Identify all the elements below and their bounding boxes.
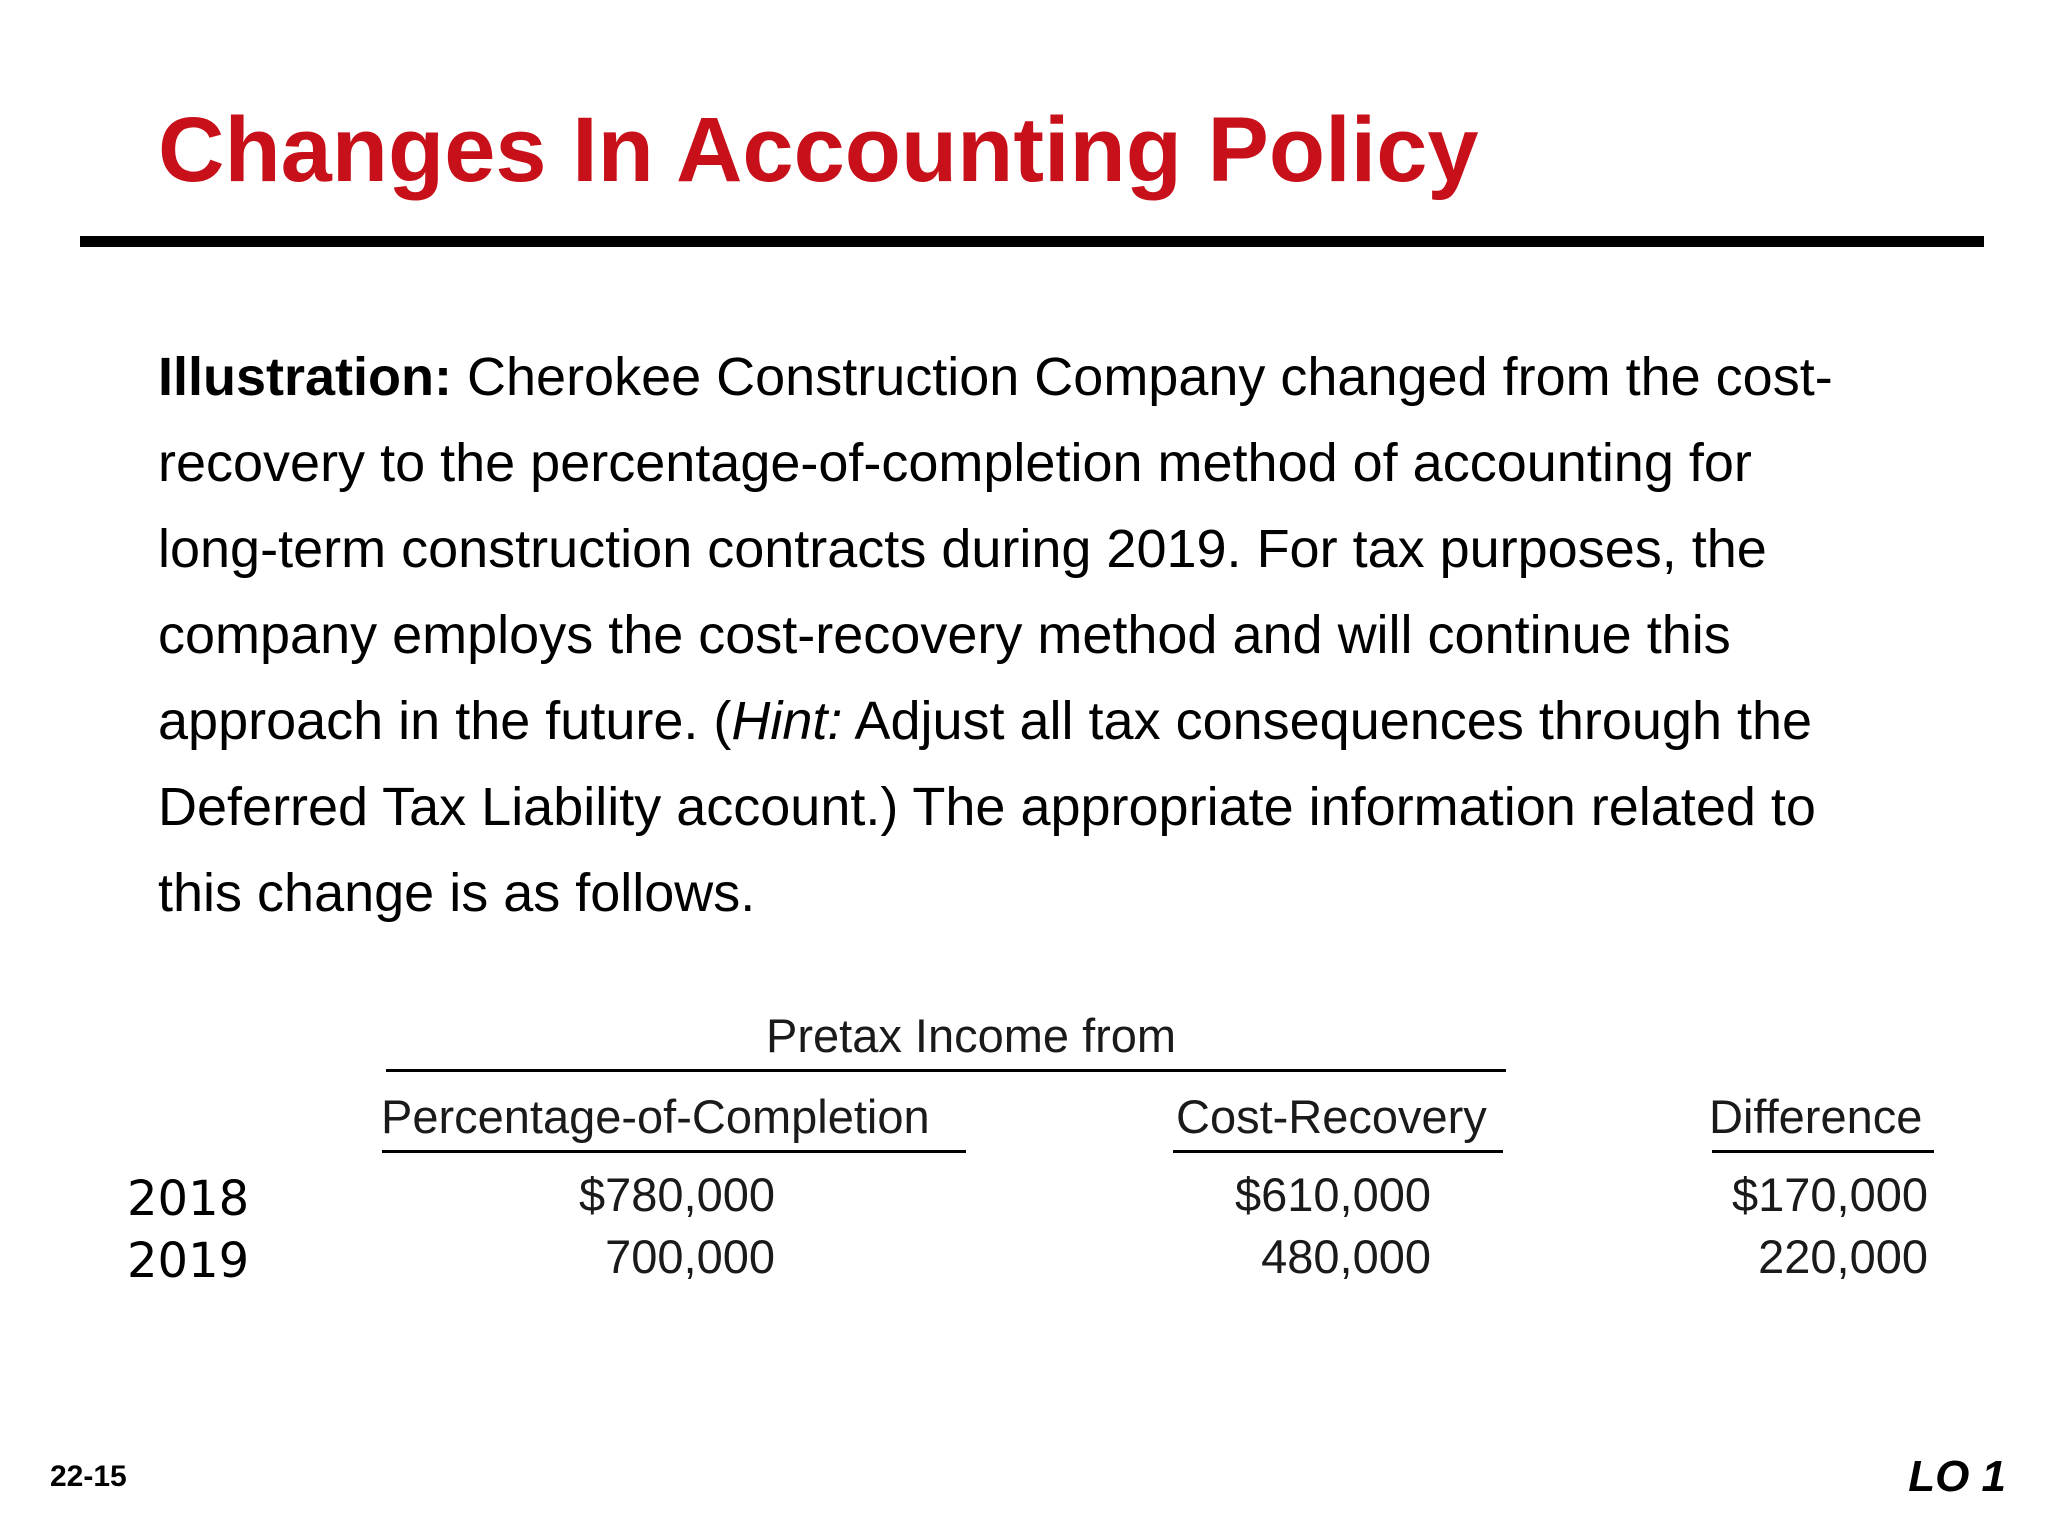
illustration-paragraph [158,334,1958,936]
table-group-header: Pretax Income from [766,1009,1177,1062]
paragraph-line-2: recovery to the percentage-of-completion method of accounting for [158,433,1752,493]
illustration-label: Illustration: [158,347,452,407]
cell-2019-difference: 220,000 [1758,1230,1928,1283]
paragraph-line-3: long-term construction contracts during 2019. For tax purposes, the [158,519,1767,579]
paragraph-line-1 [158,334,1958,420]
row-year-2018: 2018 [127,1171,250,1227]
cell-2019-percentage-of-completion: 700,000 [605,1230,775,1283]
cell-2018-difference: $170,000 [1731,1168,1928,1221]
cell-2019-cost-recovery: 480,000 [1261,1230,1431,1283]
paragraph-line-5-pre: approach in the future. ( [158,691,732,751]
paragraph-line-5-post: Adjust all tax consequences through the [842,691,1813,751]
row-year-2019: 2019 [127,1233,250,1289]
learning-objective: LO 1 [1908,1452,2006,1501]
column-header-cost-recovery: Cost-Recovery [1176,1090,1487,1143]
paragraph-line-4: company employs the cost-recovery method and will continue this [158,605,1731,665]
slide-title: Changes In Accounting Policy [158,99,1479,201]
paragraph-line-7: this change is as follows. [158,863,756,923]
column-rule-percentage-of-completion [382,1150,966,1153]
column-rule-cost-recovery [1173,1150,1503,1153]
cell-2018-percentage-of-completion: $780,000 [578,1168,775,1221]
paragraph-line-1-text: Cherokee Construction Company changed from the cost- [452,347,1833,407]
paragraph-line-6: Deferred Tax Liability account.) The appropriate information related to [158,777,1816,837]
column-rule-difference [1712,1150,1934,1153]
hint-label: Hint: [731,691,843,751]
cell-2018-cost-recovery: $610,000 [1234,1168,1431,1221]
page-number: 22-15 [50,1460,127,1493]
column-header-difference: Difference [1709,1090,1923,1143]
title-divider [80,236,1984,247]
paragraph-line-5 [158,678,1958,764]
group-header-rule [386,1069,1506,1072]
column-header-percentage-of-completion: Percentage-of-Completion [381,1090,930,1143]
